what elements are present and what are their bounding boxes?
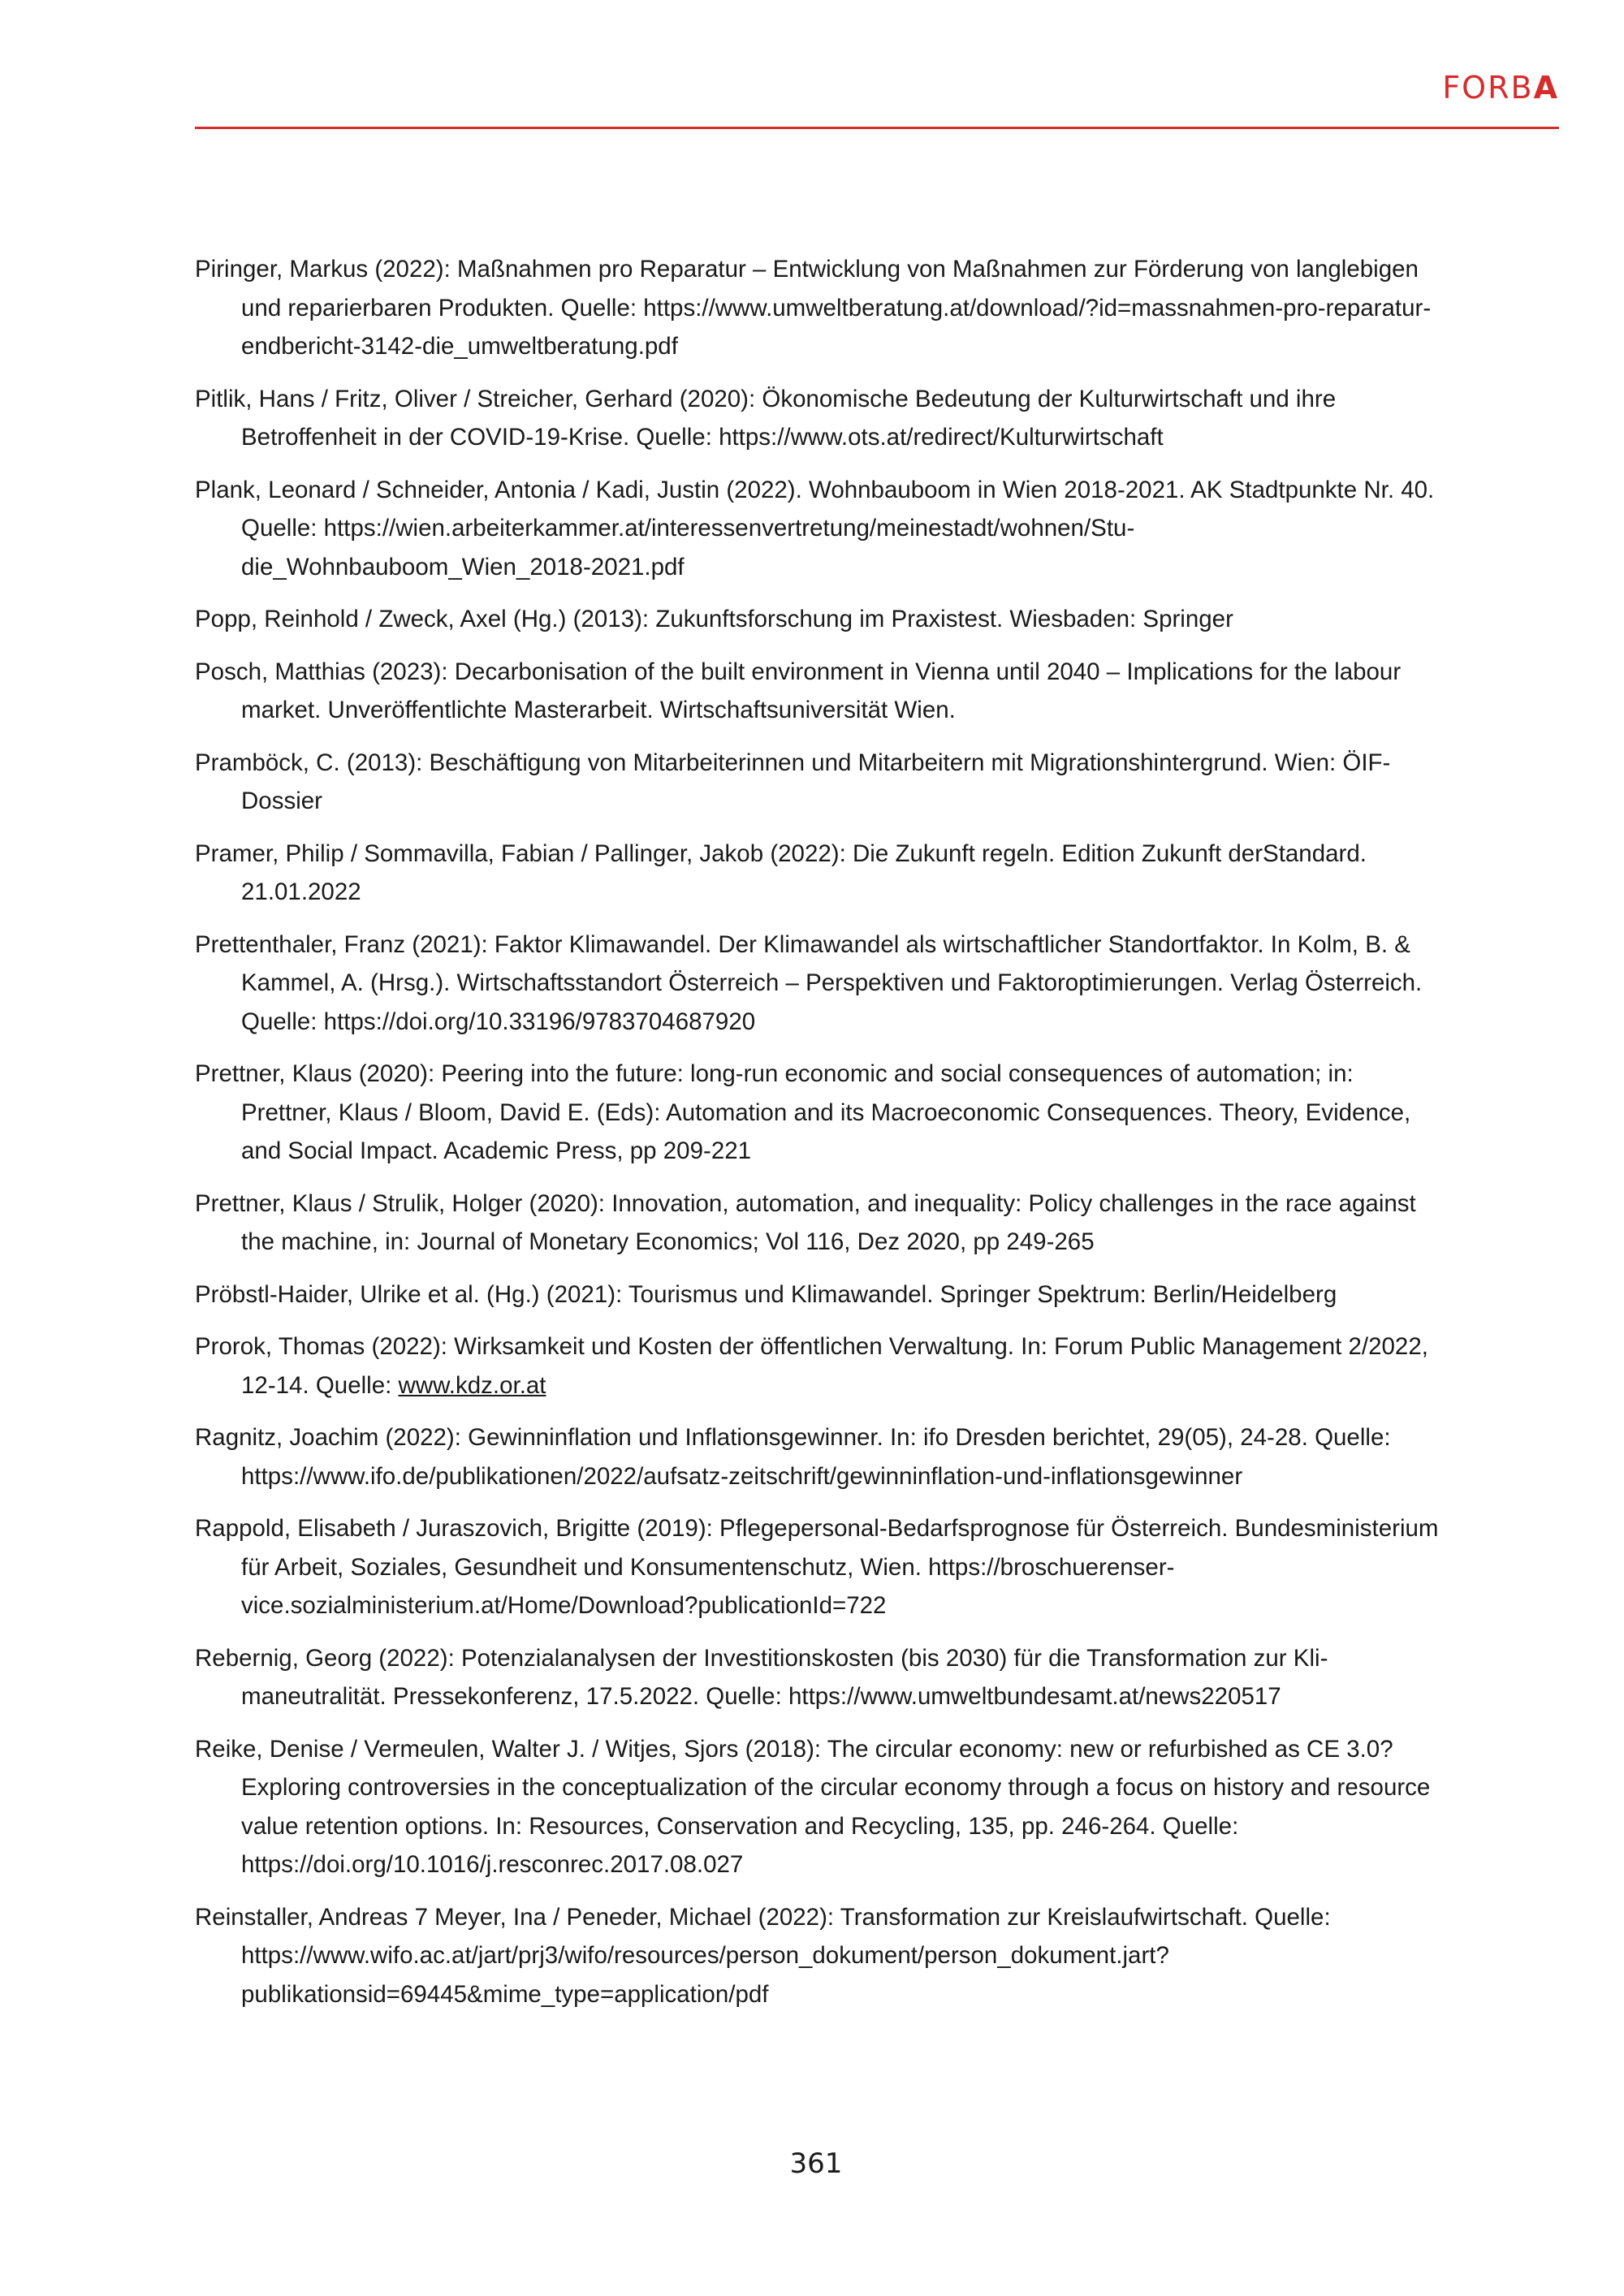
reference-entry-popp: Popp, Reinhold / Zweck, Axel (Hg.) (2013): Zukunftsforschung im Praxistest. Wiesbaden: Springer xyxy=(195,606,1233,632)
reference-entry-proebstl-haider: Pröbstl-Haider, Ulrike et al. (Hg.) (2021): Tourismus und Klimawandel. Springer Spektrum: Berlin/Heidelberg xyxy=(195,1280,1337,1308)
kdz-link[interactable]: www.kdz.or.at xyxy=(398,1371,546,1399)
reference-entry-posch: Posch, Matthias (2023): Decarbonisation of the built environment in Vienna until 2040 – Implications for the labour market. Unveröffentlichte Masterarbeit. Wirtschaftsuniversität Wien. xyxy=(195,658,1402,723)
reference-entry-plank: Plank, Leonard / Schneider, Antonia / Kadi, Justin (2022). Wohnbauboom in Wien 2018-2021. AK Stadtpunkte Nr. 40. Quelle: https://wien.arbeiterkammer.at/interessenvertretung/meinestadt/wohnen/Studie_Wohnbauboom_Wien_2018-2021.pdf xyxy=(195,476,1435,580)
reference-entry-pramboeck: Pramböck, C. (2013): Beschäftigung von Mitarbeiterinnen und Mitarbeitern mit Migrationshintergrund. Wien: ÖIF-Dossier xyxy=(195,749,1391,814)
reference-entry-prorok xyxy=(195,1327,1445,1405)
logo-text: FORB xyxy=(1442,70,1534,106)
reference-entry-prettner-strulik: Prettner, Klaus / Strulik, Holger (2020): Innovation, automation, and inequality: Policy challenges in the race against the machine, in: Journal of Monetary Economics; Vol 116, Dez 2020, pp 249-265 xyxy=(195,1189,1416,1255)
reference-entry-pitlik: Pitlik, Hans / Fritz, Oliver / Streicher, Gerhard (2020): Ökonomische Bedeutung der Kulturwirtschaft und ihre Betroffenheit in der COVID-19-Krise. Quelle: https://www.ots.at/redirect/Kulturwirtschaft xyxy=(195,385,1337,451)
forba-logo xyxy=(1442,70,1559,106)
reference-list xyxy=(195,250,1445,2027)
reference-entry-ragnitz: Ragnitz, Joachim (2022): Gewinninflation und Inflationsgewinner. In: ifo Dresden berichtet, 29(05), 24-28. Quelle: https://www.ifo.de/publikationen/2022/aufsatz-zeitschrift/gewinninflation-und-inflationsgewinner xyxy=(195,1424,1391,1490)
reference-entry-rebernig: Rebernig, Georg (2022): Potenzialanalysen der Investitionskosten (bis 2030) für die Transformation zur Klimaneutralität. Pressekonferenz, 17.5.2022. Quelle: https://www.umweltbundesamt.at/news220517 xyxy=(195,1644,1328,1710)
reference-entry-rappold: Rappold, Elisabeth / Juraszovich, Brigitte (2019): Pflegepersonal-Bedarfsprognose für Österreich. Bundesministerium für Arbeit, Soziales, Gesundheit und Konsumentenschutz, Wien. https://broschuerenservice.sozialministerium.at/Home/Download?publicationId=722 xyxy=(195,1515,1439,1619)
logo-accent-letter: A xyxy=(1533,70,1559,106)
reference-entry-prettenthaler: Prettenthaler, Franz (2021): Faktor Klimawandel. Der Klimawandel als wirtschaftlicher Standortfaktor. In Kolm, B. & Kammel, A. (Hrsg.). Wirtschaftsstandort Österreich – Perspektiven und Faktoroptimierungen. Verlag Österreich. Quelle: https://doi.org/10.33196/9783704687920 xyxy=(195,930,1423,1035)
reference-entry-prettner: Prettner, Klaus (2020): Peering into the future: long-run economic and social consequences of automation; in: Prettner, Klaus / Bloom, David E. (Eds): Automation and its Macroeconomic Consequences. Theory, Evidence, and Social Impact. Academic Press, pp 209-221 xyxy=(195,1060,1411,1164)
reference-entry-pramer: Pramer, Philip / Sommavilla, Fabian / Pallinger, Jakob (2022): Die Zukunft regeln. Edition Zukunft derStandard. 21.01.2022 xyxy=(195,839,1367,905)
reference-entry-reike: Reike, Denise / Vermeulen, Walter J. / Witjes, Sjors (2018): The circular economy: new or refurbished as CE 3.0? Exploring controversies in the conceptualization of the circular economy through a focus on history and resource value retention options. In: Resources, Conservation and Recycling, 135, pp. 246-264. Quelle: https://doi.org/10.1016/j.resconrec.2017.08.027 xyxy=(195,1735,1431,1878)
reference-text: Prorok, Thomas (2022): Wirksamkeit und Kosten der öffentlichen Verwaltung. In: Forum Public Management 2/2022, 12-14. Quelle: xyxy=(195,1333,1428,1399)
reference-entry-reinstaller: Reinstaller, Andreas 7 Meyer, Ina / Peneder, Michael (2022): Transformation zur Kreislaufwirtschaft. Quelle: https://www.wifo.ac.at/jart/prj3/wifo/resources/person_dokument/person_dokument.jart?publikationsid=69445&mime_type=application/pdf xyxy=(195,1903,1331,2008)
header-divider xyxy=(195,127,1559,129)
reference-entry-piringer: Piringer, Markus (2022): Maßnahmen pro Reparatur – Entwicklung von Maßnahmen zur Förderung von langlebigen und reparierbaren Produkten. Quelle: https://www.umweltberatung.at/download/?id=massnahmen-pro-reparatur-endbericht-3142-die_umweltberatung.pdf xyxy=(195,256,1432,360)
page-number: 361 xyxy=(789,2147,843,2180)
